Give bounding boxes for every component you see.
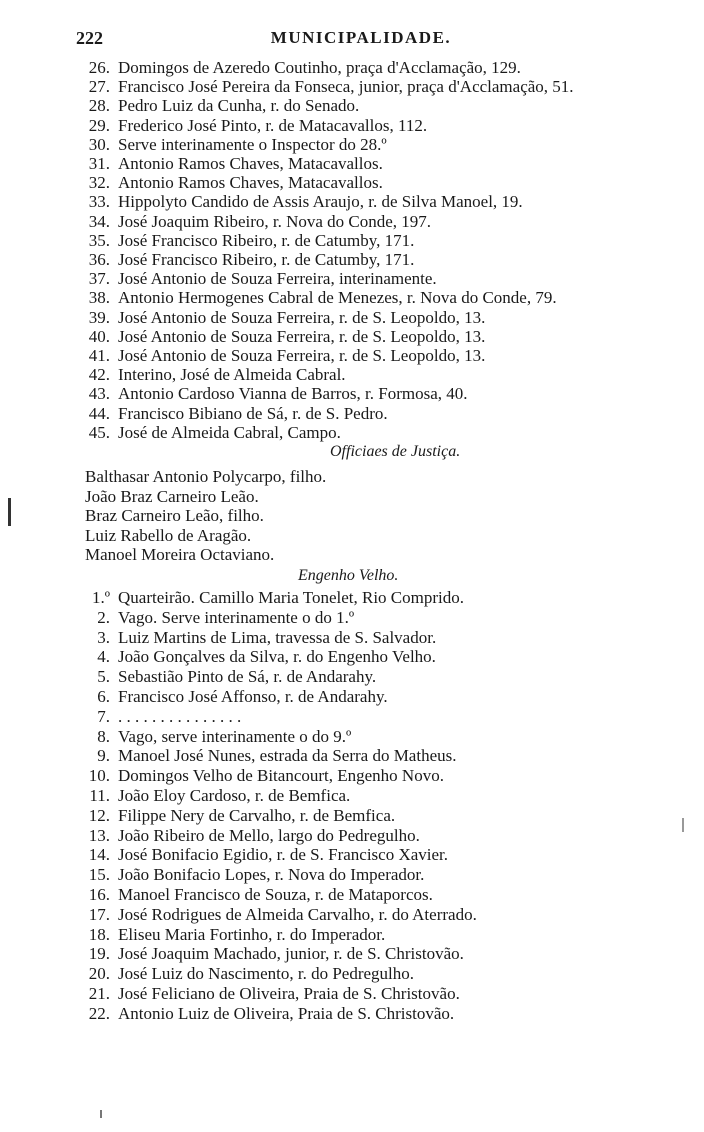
item-number: 33. — [88, 192, 110, 212]
list-item — [80, 944, 464, 963]
item-number: 11. — [89, 786, 110, 805]
officer-name: João Braz Carneiro Leão. — [85, 486, 259, 506]
item-text: Luiz Martins de Lima, travessa de S. Salvador. — [118, 627, 437, 647]
item-number: 44. — [88, 403, 110, 423]
page-number: 222 — [76, 28, 103, 48]
item-number: 36. — [88, 250, 110, 269]
item-text: Eliseu Maria Fortinho, r. do Imperador. — [118, 924, 386, 944]
list-item — [80, 173, 383, 192]
item-number: 3. — [97, 627, 110, 647]
list-item — [80, 231, 414, 250]
item-text: José Antonio de Souza Ferreira, interinamente. — [118, 269, 437, 289]
list-item — [80, 905, 477, 924]
item-number: 15. — [88, 865, 110, 885]
list-item — [80, 250, 414, 269]
item-text: Domingos Velho de Bitancourt, Engenho Novo. — [118, 766, 444, 786]
list-item — [80, 786, 350, 805]
item-text: José Feliciano de Oliveira, Praia de S. Christovão. — [118, 984, 460, 1003]
item-number: 13. — [88, 825, 110, 845]
list-item — [80, 96, 359, 115]
item-text: Domingos de Azeredo Coutinho, praça d'Acclamação, 129. — [118, 58, 521, 77]
item-text: Antonio Ramos Chaves, Matacavallos. — [118, 154, 383, 173]
item-number: 9. — [97, 746, 110, 766]
item-text: José Francisco Ribeiro, r. de Catumby, 171. — [118, 250, 415, 269]
list-item — [80, 826, 420, 845]
list-item — [80, 628, 436, 647]
item-number: 16. — [88, 885, 110, 904]
item-text: José Bonifacio Egidio, r. de S. Francisco Xavier. — [118, 845, 449, 865]
item-text: João Ribeiro de Mello, largo do Pedregulho. — [118, 825, 420, 845]
item-number: 1.º — [91, 588, 110, 607]
item-number: 39. — [88, 307, 110, 327]
list-item — [80, 384, 468, 403]
item-text: Sebastião Pinto de Sá, r. de Andarahy. — [118, 667, 377, 687]
list-item — [80, 116, 427, 135]
item-text: Antonio Ramos Chaves, Matacavallos. — [118, 173, 383, 193]
list-item — [80, 865, 424, 884]
item-number: 41. — [88, 346, 110, 365]
item-number: 28. — [88, 96, 110, 116]
item-number: 43. — [88, 384, 110, 404]
item-number: 42. — [88, 365, 110, 385]
list-item — [80, 647, 436, 666]
item-number: 29. — [88, 115, 110, 135]
item-number: 34. — [88, 211, 110, 231]
item-number: 26. — [88, 58, 110, 77]
item-text: José Antonio de Souza Ferreira, r. de S. Leopoldo, 13. — [118, 307, 486, 327]
page-header — [76, 28, 646, 54]
item-number: 45. — [88, 422, 110, 442]
list-item — [80, 608, 354, 627]
item-text: Hippolyto Candido de Assis Araujo, r. de Silva Manoel, 19. — [118, 192, 523, 212]
list-item — [80, 845, 448, 864]
item-text: Antonio Luiz de Oliveira, Praia de S. Christovão. — [118, 1003, 455, 1023]
list-item — [80, 212, 431, 231]
item-text: Manoel José Nunes, estrada da Serra do Matheus. — [118, 746, 457, 766]
item-number: 19. — [88, 944, 110, 964]
officer-name: Manoel Moreira Octaviano. — [85, 545, 275, 565]
item-number: 10. — [88, 766, 110, 786]
item-text: Serve interinamente o Inspector do 28.º — [118, 134, 387, 154]
item-text: José Joaquim Ribeiro, r. Nova do Conde, 197. — [118, 211, 432, 231]
list-item — [80, 806, 395, 825]
item-number: 18. — [88, 924, 110, 944]
item-number: 8. — [97, 726, 110, 746]
list-item — [80, 404, 388, 423]
item-number: 40. — [88, 326, 110, 346]
list-item — [80, 707, 241, 726]
list-item — [80, 423, 341, 442]
item-number: 21. — [88, 984, 110, 1003]
item-text: Frederico José Pinto, r. de Matacavallos, 112. — [118, 115, 428, 135]
list-item — [80, 308, 485, 327]
item-number: 20. — [88, 964, 110, 984]
margin-mark — [8, 498, 11, 526]
list-item — [80, 135, 387, 154]
section-heading-officiaes: Officiaes de Justiça. — [330, 443, 461, 460]
list-item — [80, 667, 376, 686]
margin-mark — [100, 1110, 102, 1118]
item-number: 14. — [88, 845, 110, 865]
item-text: José Antonio de Souza Ferreira, r. de S. Leopoldo, 13. — [118, 346, 486, 365]
item-text: José Luiz do Nascimento, r. do Pedregulho. — [118, 964, 415, 984]
item-text: Vago, serve interinamente o do 9.º — [118, 726, 352, 746]
item-number: 30. — [88, 134, 110, 154]
item-number: 6. — [97, 687, 110, 706]
item-text: José Joaquim Machado, junior, r. de S. Christovão. — [118, 944, 464, 964]
item-number: 32. — [88, 173, 110, 193]
list-item — [80, 885, 433, 904]
item-number: 38. — [88, 288, 110, 308]
item-text: Antonio Cardoso Vianna de Barros, r. Formosa, 40. — [118, 384, 468, 404]
list-item — [80, 327, 485, 346]
item-number: 12. — [88, 805, 110, 825]
item-number: 17. — [88, 904, 110, 924]
item-number: 7. — [97, 706, 110, 726]
item-number: 22. — [88, 1003, 110, 1023]
item-text: Pedro Luiz da Cunha, r. do Senado. — [118, 96, 360, 116]
item-number: 4. — [97, 647, 110, 667]
item-text: Francisco José Pereira da Fonseca, junior, praça d'Acclamação, 51. — [118, 77, 574, 97]
section-heading-engenho-velho: Engenho Velho. — [298, 567, 399, 584]
list-item — [80, 346, 485, 365]
list-item — [80, 154, 383, 173]
item-text: Manoel Francisco de Souza, r. de Mataporcos. — [118, 885, 433, 904]
list-item — [80, 77, 574, 96]
item-number: 31. — [88, 154, 110, 173]
margin-mark — [682, 818, 684, 832]
item-text: Vago. Serve interinamente o do 1.º — [118, 607, 355, 627]
list-item — [80, 925, 385, 944]
item-text: Filippe Nery de Carvalho, r. de Bemfica. — [118, 805, 396, 825]
list-item — [80, 269, 437, 288]
officer-name: Luiz Rabello de Aragão. — [85, 525, 252, 545]
item-text: Francisco José Affonso, r. de Andarahy. — [118, 687, 388, 706]
list-item — [80, 766, 444, 785]
officer-name: Balthasar Antonio Polycarpo, filho. — [85, 467, 327, 486]
item-number: 37. — [88, 269, 110, 289]
item-number: 27. — [88, 77, 110, 97]
item-text: José Rodrigues de Almeida Carvalho, r. do Aterrado. — [118, 904, 477, 924]
list-item — [80, 365, 346, 384]
item-text: Antonio Hermogenes Cabral de Menezes, r. Nova do Conde, 79. — [118, 288, 557, 308]
list-item — [80, 192, 523, 211]
list-item — [80, 984, 460, 1003]
list-item — [80, 746, 457, 765]
list-item — [80, 727, 351, 746]
item-number: 5. — [97, 667, 110, 687]
item-text: João Bonifacio Lopes, r. Nova do Imperador. — [118, 865, 425, 885]
item-text: João Gonçalves da Silva, r. do Engenho Velho. — [118, 647, 436, 667]
list-item — [80, 588, 464, 607]
list-item — [80, 964, 414, 983]
officer-name: Braz Carneiro Leão, filho. — [85, 506, 264, 526]
item-text: José Francisco Ribeiro, r. de Catumby, 171. — [118, 230, 415, 250]
item-number: 2. — [97, 607, 110, 627]
item-text: Francisco Bibiano de Sá, r. de S. Pedro. — [118, 403, 388, 423]
list-item — [80, 288, 557, 307]
item-number: 35. — [88, 230, 110, 250]
item-text: José de Almeida Cabral, Campo. — [118, 422, 341, 442]
item-text: José Antonio de Souza Ferreira, r. de S. Leopoldo, 13. — [118, 326, 486, 346]
list-item — [80, 1004, 454, 1023]
list-item — [80, 687, 388, 706]
item-text: Quarteirão. Camillo Maria Tonelet, Rio Comprido. — [118, 588, 464, 607]
list-item — [80, 58, 521, 77]
item-text: João Eloy Cardoso, r. de Bemfica. — [118, 786, 351, 805]
item-text: . . . . . . . . . . . . . . . — [118, 706, 242, 726]
running-head: MUNICIPALIDADE. — [270, 28, 452, 47]
item-text: Interino, José de Almeida Cabral. — [118, 365, 346, 385]
